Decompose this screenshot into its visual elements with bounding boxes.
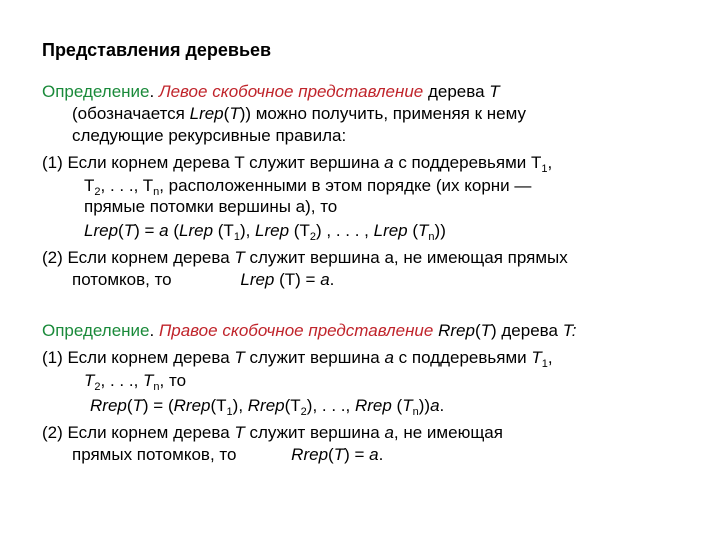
f2-b: ( bbox=[126, 396, 133, 415]
f2-Tn: T bbox=[402, 396, 413, 415]
f1-sub1: 1 bbox=[233, 231, 240, 243]
r2l2-lrep: Lrep bbox=[240, 270, 275, 289]
r2-a: (2) Если корнем дерева bbox=[42, 248, 235, 267]
def2-T: T bbox=[480, 321, 491, 340]
d2r1-b: Если корнем дерева bbox=[67, 348, 235, 367]
f1-i: ( bbox=[407, 221, 419, 240]
def2-rule1-line2 bbox=[84, 371, 186, 391]
def1-line3: следующие рекурсивные правила: bbox=[72, 126, 347, 145]
d2r1-T: T bbox=[234, 348, 245, 367]
def1-rule2-line2 bbox=[72, 270, 334, 290]
r1-comma: , bbox=[547, 153, 553, 172]
def2-T2: T: bbox=[562, 321, 577, 340]
def1-rule1-line3: прямые потомки вершины a), то bbox=[84, 197, 338, 216]
f2-a: a bbox=[430, 396, 440, 415]
f2-subn: n bbox=[412, 406, 419, 418]
def2-rule1-line1 bbox=[42, 348, 553, 368]
f2-d: (T bbox=[210, 396, 227, 415]
d2r2l2-c: ) = bbox=[344, 445, 370, 464]
f2-f: (T bbox=[284, 396, 301, 415]
f1-b: ( bbox=[118, 221, 124, 240]
def1-rule1-line1 bbox=[42, 153, 552, 173]
f1-d: ( bbox=[168, 221, 179, 240]
d2r2-c: , не имеющая bbox=[393, 423, 503, 442]
r2-T: T bbox=[234, 248, 245, 267]
r1l2-c: , расположенными в этом порядке (их корни — bbox=[159, 176, 532, 195]
def1-l2-lrep: Lrep bbox=[189, 104, 224, 123]
d2r1-T1: T bbox=[531, 348, 542, 367]
f1-e: (T bbox=[213, 221, 234, 240]
f2-T: T bbox=[132, 396, 143, 415]
d2r1l2-subn: n bbox=[153, 381, 160, 393]
r1l2-sub2: 2 bbox=[94, 186, 101, 198]
def2-c: ( bbox=[474, 321, 481, 340]
f2-j: . bbox=[439, 396, 445, 415]
def2-line1 bbox=[42, 321, 577, 341]
f1-T: T bbox=[123, 221, 135, 240]
d2r1l2-c: , то bbox=[159, 371, 187, 390]
f1-g: (T bbox=[289, 221, 310, 240]
f1-lrep3: Lrep bbox=[255, 221, 290, 240]
d2r1l2-sub2: 2 bbox=[94, 381, 101, 393]
f1-a: a bbox=[159, 221, 169, 240]
f2-rrep: Rrep bbox=[90, 396, 127, 415]
slide-title: Представления деревьев bbox=[42, 40, 272, 60]
def1-term: Левое скобочное представление bbox=[158, 82, 424, 101]
def2-rule2-line2 bbox=[72, 445, 383, 465]
d2r2l2-a-var: a bbox=[369, 445, 379, 464]
d2r2-b: служит вершина bbox=[244, 423, 385, 442]
f2-rrep3: Rrep bbox=[247, 396, 285, 415]
r2l2-a: потомков, то bbox=[72, 270, 177, 289]
d2r2l2-a: прямых потомков, то bbox=[72, 445, 242, 464]
def1-rest: дерева bbox=[423, 82, 490, 101]
f1-j: )) bbox=[434, 221, 446, 240]
def1-T: T bbox=[489, 82, 500, 101]
r1l2-subn: n bbox=[153, 186, 160, 198]
f2-i: )) bbox=[418, 396, 431, 415]
f2-sub2: 2 bbox=[300, 406, 307, 418]
def2-rule1-formula bbox=[90, 396, 444, 416]
d2r1-a: (1) bbox=[42, 348, 68, 367]
d2r1l2-Tn: T bbox=[143, 371, 154, 390]
f1-h: ) , . . . , bbox=[315, 221, 374, 240]
d2r1-c: служит вершина bbox=[244, 348, 385, 367]
d2r2-a: (2) Если корнем дерева bbox=[42, 423, 235, 442]
f1-lrep: Lrep bbox=[84, 221, 119, 240]
def1-rule1-line2 bbox=[84, 176, 531, 196]
d2r2-a-var: a bbox=[384, 423, 394, 442]
r1-text2: с поддеревьями T bbox=[393, 153, 542, 172]
def1-l2-T: T bbox=[229, 104, 240, 123]
def2-dot: . bbox=[149, 321, 159, 340]
r2l2-c: . bbox=[329, 270, 335, 289]
d2r1-sub: 1 bbox=[541, 358, 548, 370]
r2l2-b: (T) = bbox=[274, 270, 321, 289]
r1-a: a bbox=[384, 153, 394, 172]
d2r2l2-T: T bbox=[333, 445, 345, 464]
f2-c: ) = ( bbox=[142, 396, 174, 415]
d2r1l2-T: T bbox=[84, 371, 95, 390]
f1-lrep4: Lrep bbox=[373, 221, 408, 240]
d2r1-a-var: a bbox=[384, 348, 394, 367]
d2r2-T: T bbox=[234, 423, 245, 442]
r1l2-T: T bbox=[84, 176, 95, 195]
def1-l2c: )) можно получить, применяя к нему bbox=[239, 104, 526, 123]
d2r1l2-b: , . . ., bbox=[100, 371, 144, 390]
def2-rrep: Rrep bbox=[438, 321, 475, 340]
def2-rule2-line1 bbox=[42, 423, 503, 443]
def1-line1 bbox=[42, 82, 500, 102]
f1-f: ), bbox=[239, 221, 256, 240]
f2-rrep4: Rrep bbox=[354, 396, 392, 415]
d2r1-e: , bbox=[547, 348, 553, 367]
d2r2l2-b: ( bbox=[328, 445, 334, 464]
r1l2-b: , . . ., T bbox=[100, 176, 154, 195]
def2-label: Определение bbox=[42, 321, 150, 340]
def1-dot: . bbox=[149, 82, 159, 101]
def1-l2a: (обозначается bbox=[72, 104, 190, 123]
f2-sub1: 1 bbox=[226, 406, 233, 418]
d2r2l2-rrep: Rrep bbox=[291, 445, 329, 464]
f1-T2: T bbox=[418, 221, 429, 240]
f1-sub2: 2 bbox=[309, 231, 316, 243]
d2r2l2-d: . bbox=[378, 445, 384, 464]
def1-label: Определение bbox=[42, 82, 150, 101]
def1-l2b: ( bbox=[223, 104, 230, 123]
def2-term: Правое скобочное представление bbox=[158, 321, 434, 340]
f2-g: ), . . ., bbox=[306, 396, 355, 415]
f1-c: ) = bbox=[134, 221, 160, 240]
f1-lrep2: Lrep bbox=[179, 221, 214, 240]
def1-rule2-line1 bbox=[42, 248, 568, 268]
f2-e: ), bbox=[232, 396, 248, 415]
f1-subn: n bbox=[428, 231, 435, 243]
f2-rrep2: Rrep bbox=[173, 396, 211, 415]
def1-line2 bbox=[72, 104, 526, 124]
def2-d: ) дерева bbox=[491, 321, 563, 340]
def1-rule1-formula bbox=[84, 221, 446, 241]
f2-h: ( bbox=[391, 396, 403, 415]
r2-b: служит вершина a, не имеющая прямых bbox=[244, 248, 568, 267]
d2r1-d: с поддеревьями bbox=[393, 348, 532, 367]
r2l2-a-var: a bbox=[320, 270, 330, 289]
r1-sub1: 1 bbox=[541, 163, 548, 175]
r1-num: (1) bbox=[42, 153, 68, 172]
r1-text: Если корнем дерева T служит вершина bbox=[67, 153, 385, 172]
